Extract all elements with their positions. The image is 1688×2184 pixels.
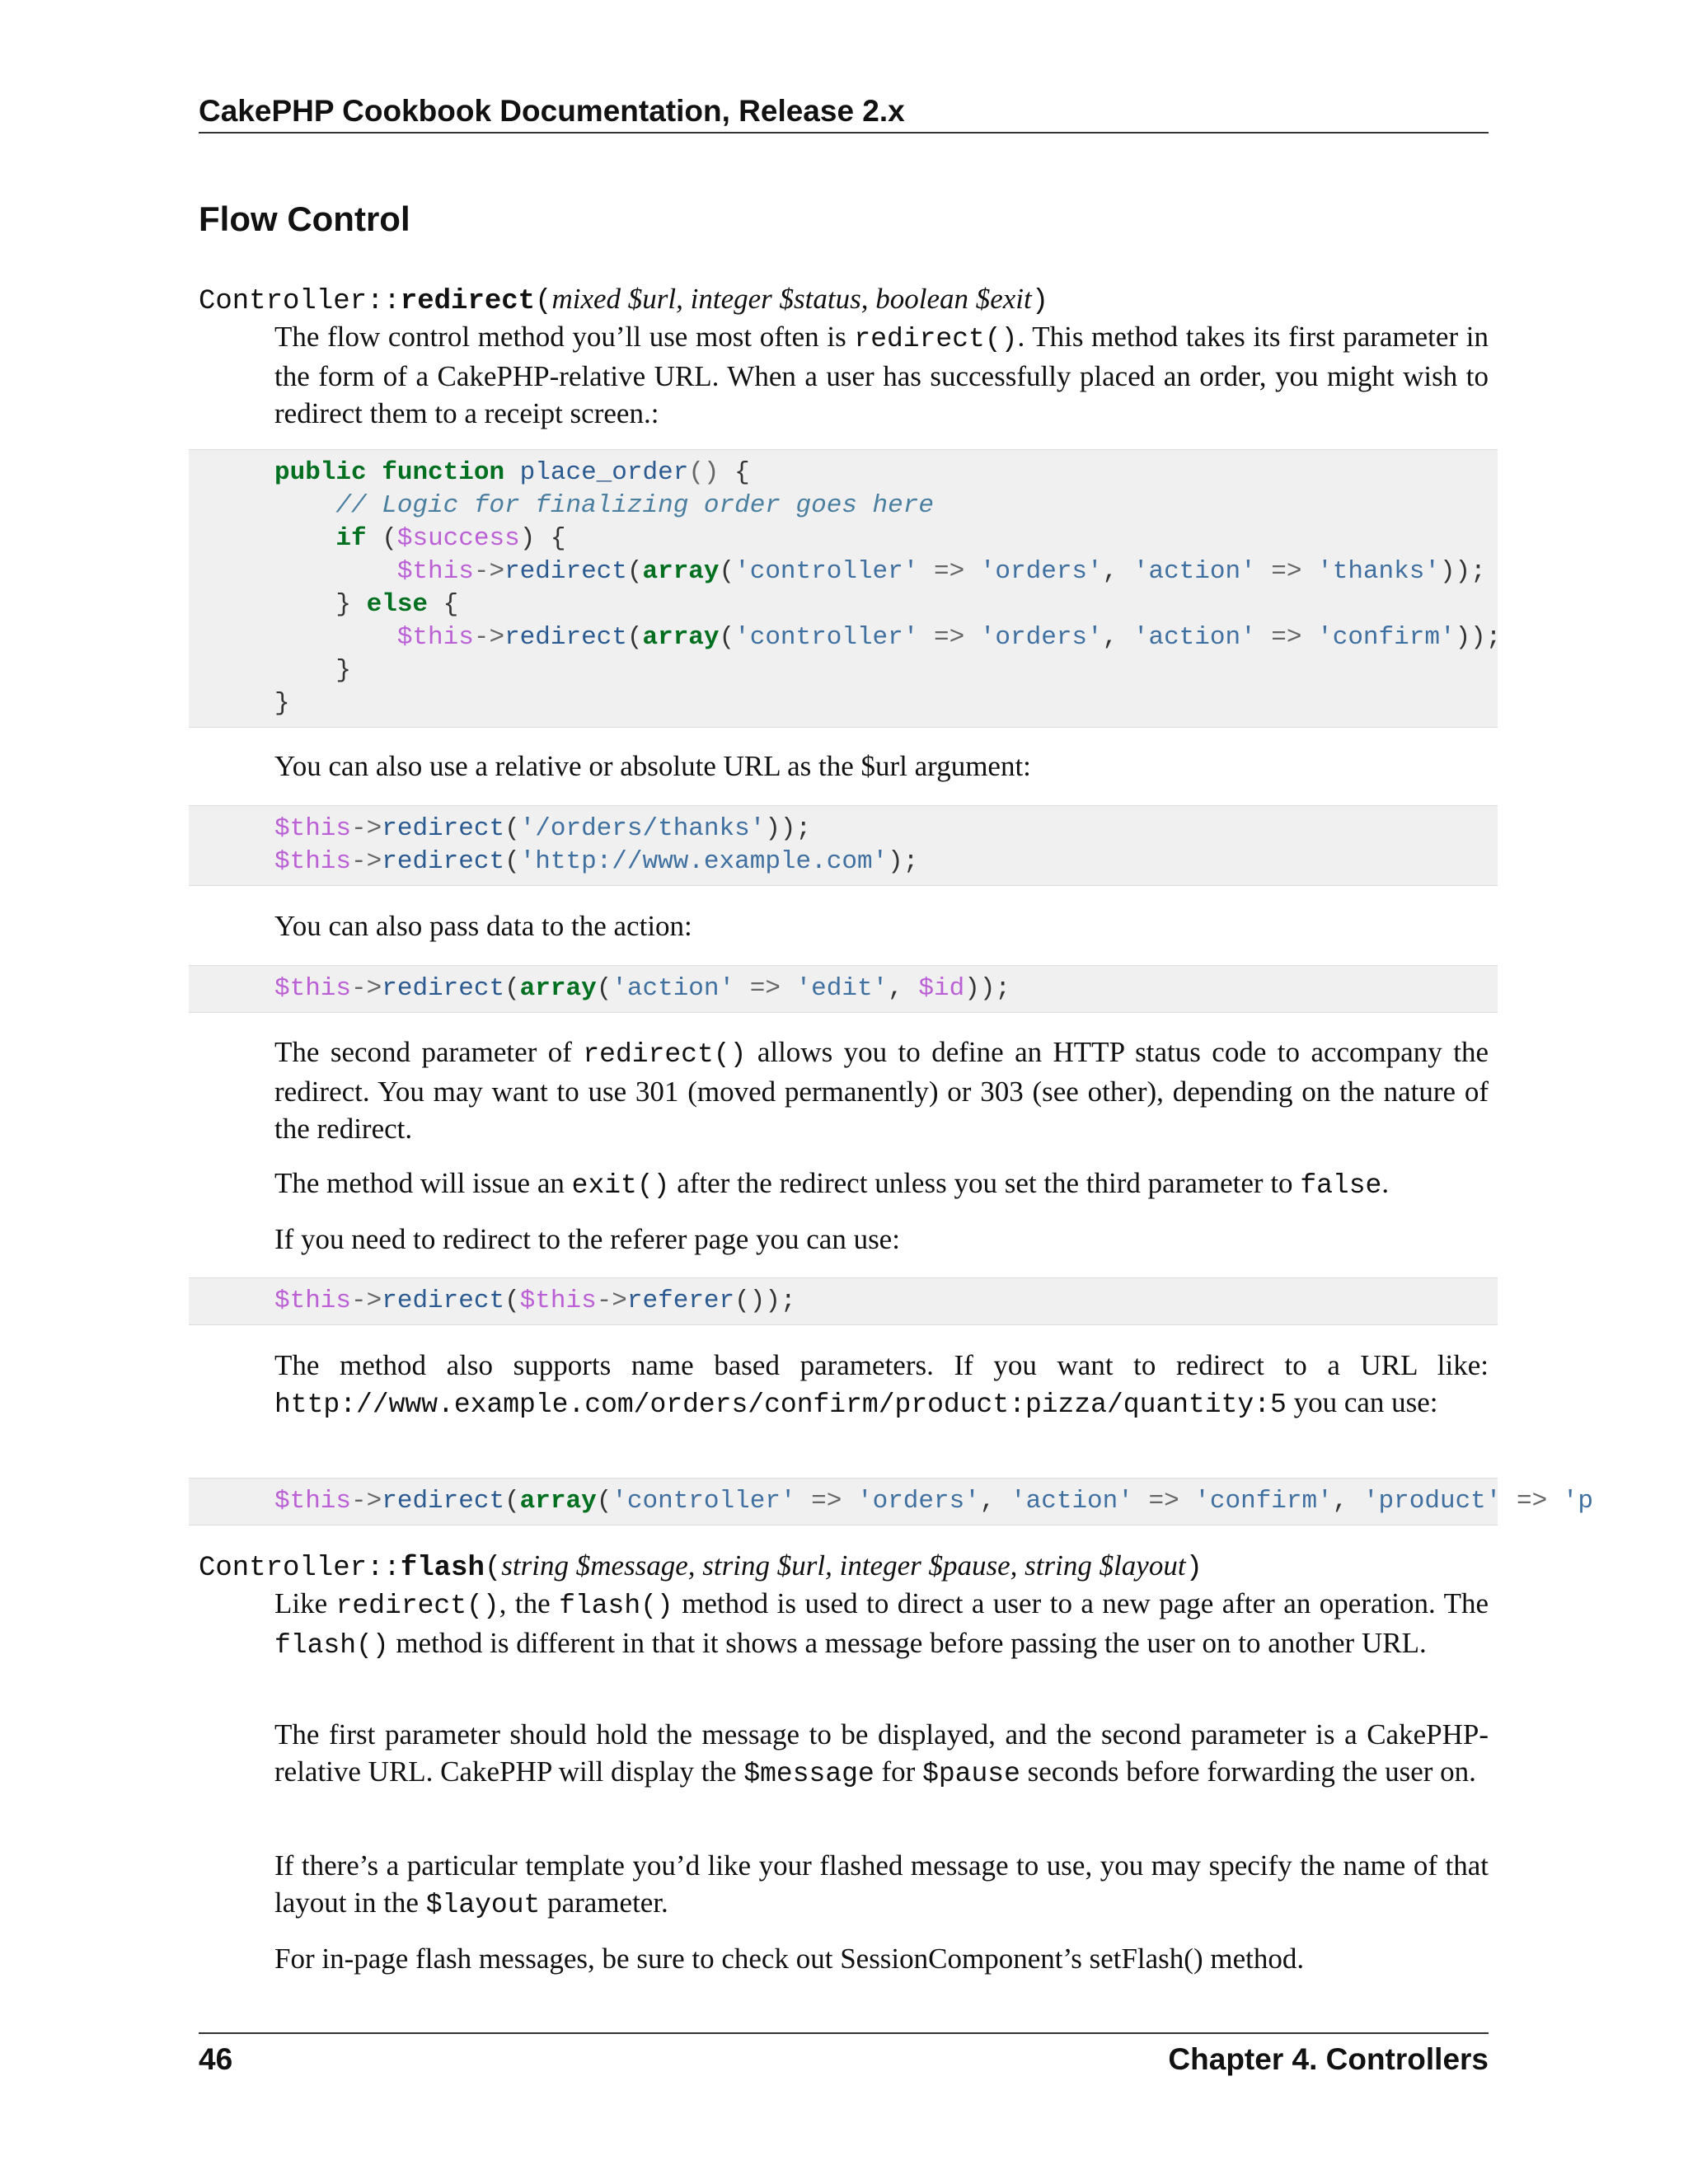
inline-code: false [1300, 1170, 1382, 1201]
flash-session-text: For in-page flash messages, be sure to check out SessionComponent’s setFlash() method. [274, 1943, 1305, 1975]
flash-params-text [274, 1716, 1489, 1793]
text: seconds before forwarding the user on. [1020, 1755, 1476, 1788]
text: method is different in that it shows a message before passing the user on to another URL. [388, 1627, 1427, 1659]
flash-class: Controller:: [199, 1553, 401, 1584]
referer-text: If you need to redirect to the referer page you can use: [274, 1223, 900, 1255]
code-block-relative [189, 805, 1498, 886]
text: If there’s a particular template you’d like your flashed message to use, you may specify the name of that layout in the [274, 1849, 1489, 1919]
inline-code: redirect() [854, 324, 1018, 354]
code-line: $this->redirect(array('controller' => 'orders', 'action' => 'confirm', 'product' => 'p [274, 1487, 1594, 1516]
code-line: public function place_order() { [274, 458, 750, 487]
running-header: CakePHP Cookbook Documentation, Release 2.x [199, 92, 1489, 134]
code-line: } else { [274, 590, 459, 619]
inline-code: $pause [922, 1759, 1020, 1789]
redirect-paren-close: ) [1031, 286, 1049, 317]
code-line: $this->redirect(array('action' => 'edit', $id)); [274, 974, 1011, 1003]
page-number: 46 [199, 2042, 233, 2076]
text: , the [499, 1587, 560, 1619]
text: allows you to define an HTTP status code to accompany the redirect. You may want to use 301 (moved permanently) or 303 (see other), depending on the nature of the redirect. [274, 1036, 1489, 1145]
flash-intro [274, 1585, 1489, 1664]
flash-paren-open: ( [484, 1553, 502, 1584]
inline-code: redirect() [335, 1591, 499, 1621]
section-title: Flow Control [199, 199, 410, 238]
inline-code: redirect() [583, 1039, 747, 1070]
code-line: if ($success) { [335, 524, 566, 553]
redirect-signature [199, 281, 1048, 320]
chapter-title: Chapter 4. Controllers [1168, 2042, 1489, 2076]
code-block-referer [189, 1277, 1498, 1325]
code-line: $this->redirect('http://www.example.com'); [274, 847, 919, 876]
code-block-place-order [189, 449, 1502, 728]
page-footer [199, 2032, 1489, 2079]
inline-code: $message [743, 1759, 874, 1789]
exit-text [274, 1165, 1489, 1204]
code-block-named [189, 1478, 1594, 1526]
text: The method will issue an [274, 1167, 572, 1199]
flash-params: string $message, string $url, integer $pause, string $layout [501, 1549, 1186, 1582]
flash-signature [199, 1548, 1203, 1586]
status-code-text [274, 1033, 1489, 1147]
code-line: $this->redirect('/orders/thanks')); [274, 814, 812, 843]
pass-data-text: You can also pass data to the action: [274, 910, 692, 942]
text: parameter. [540, 1886, 668, 1919]
redirect-params: mixed $url, integer $status, boolean $exit [551, 283, 1032, 315]
code-line: } [274, 656, 352, 685]
code-line: // Logic for finalizing order goes here [335, 491, 934, 520]
inline-code: flash() [274, 1630, 389, 1661]
relative-url-text: You can also use a relative or absolute URL as the $url argument: [274, 750, 1031, 782]
text: after the redirect unless you set the third parameter to [669, 1167, 1301, 1199]
code-line: } [274, 689, 290, 718]
flash-layout-text [274, 1847, 1489, 1924]
code-line: $this->redirect(array('controller' => 'orders', 'action' => 'thanks')); [396, 557, 1486, 586]
code-line: $this->redirect($this->referer()); [274, 1286, 796, 1315]
flash-paren-close: ) [1185, 1553, 1203, 1584]
text: The flow control method you’ll use most often is [274, 321, 855, 353]
redirect-class: Controller:: [199, 286, 401, 317]
text: . [1381, 1167, 1390, 1199]
inline-code-url: http://www.example.com/orders/confirm/product:pizza/quantity:5 [274, 1390, 1287, 1420]
redirect-paren-open: ( [535, 286, 552, 317]
text: The first parameter should hold the message to be displayed, and the second parameter is a CakePHP-relative URL. CakePHP will display the [274, 1718, 1489, 1788]
text: . This method takes its first parameter in the form of a CakePHP-relative URL. When a user has successfully placed an order, you might wish to redirect them to a receipt screen.: [274, 321, 1489, 429]
text: The second parameter of [274, 1036, 584, 1068]
redirect-intro [274, 318, 1489, 432]
text: The method also supports name based parameters. If you want to redirect to a URL like: [274, 1349, 1489, 1381]
text: Like [274, 1587, 336, 1619]
text: you can use: [1286, 1386, 1438, 1418]
text: method is used to direct a user to a new page after an operation. The [673, 1587, 1489, 1619]
inline-code: exit() [571, 1170, 670, 1201]
inline-code: $layout [425, 1890, 541, 1920]
text: for [874, 1755, 923, 1788]
code-line: $this->redirect(array('controller' => 'orders', 'action' => 'confirm')); [396, 623, 1502, 652]
flash-method-name: flash [400, 1553, 485, 1584]
inline-code: flash() [559, 1591, 673, 1621]
code-block-pass-data [189, 965, 1498, 1013]
redirect-method-name: redirect [400, 286, 536, 317]
named-params-text [274, 1347, 1489, 1423]
